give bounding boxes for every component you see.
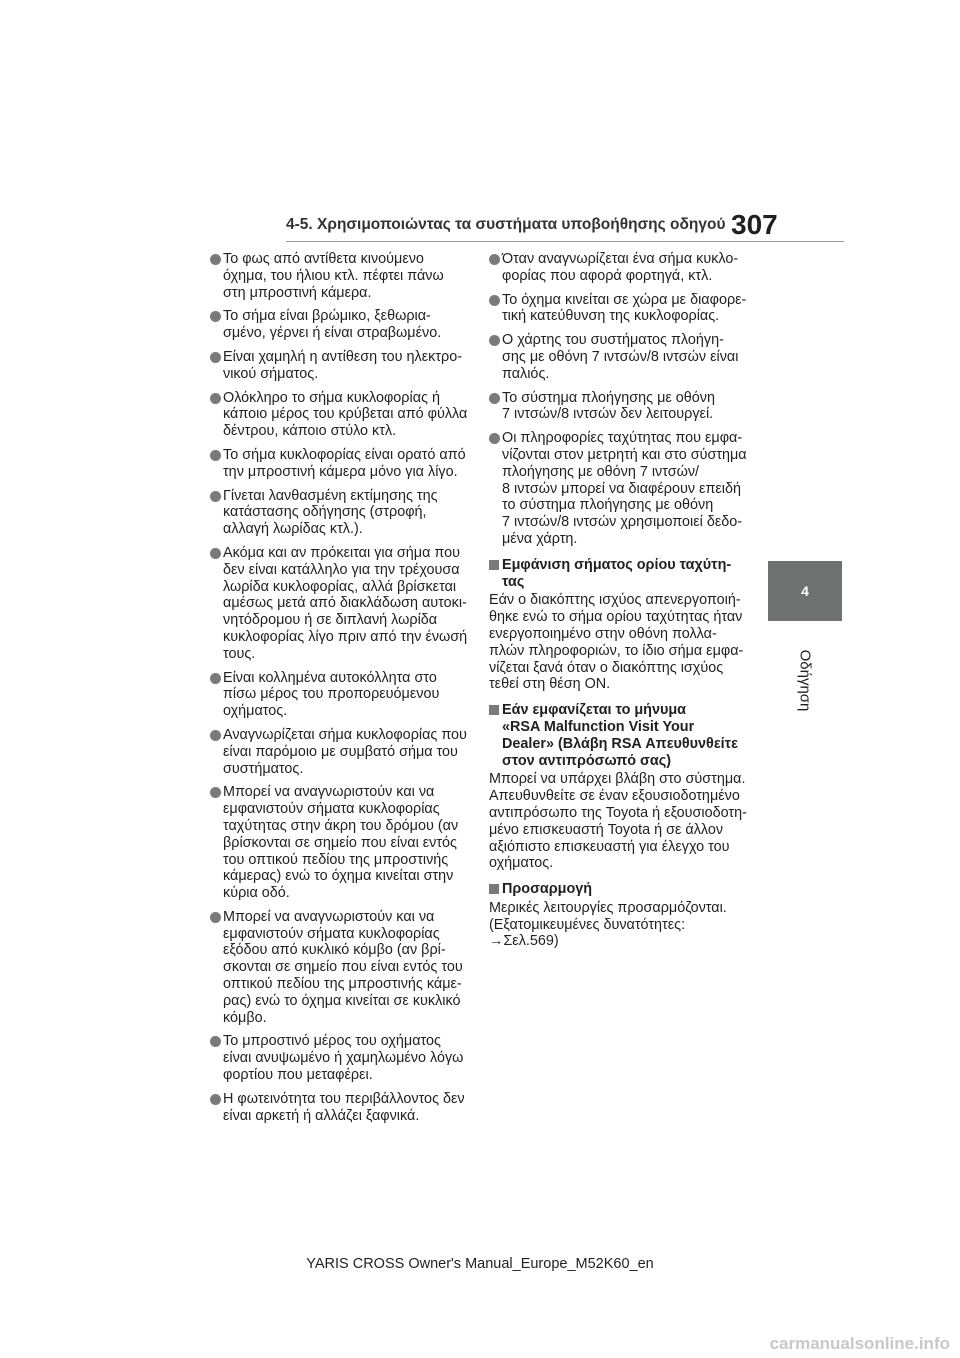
list-item-text: Το σήμα είναι βρώμικο, ξεθωρια- σμένο, γέρνει ή είναι στραβωμένο. [223, 308, 442, 342]
list-item [210, 670, 470, 720]
list-item [210, 909, 470, 1027]
bullet-icon [489, 433, 500, 444]
list-item-text: Το σήμα κυκλοφορίας είναι ορατό από την μπροστινή κάμερα μόνο για λίγο. [223, 446, 466, 480]
square-bullet-icon [489, 884, 499, 894]
list-item-text: Ολόκληρο το σήμα κυκλοφορίας ή κάποιο μέρος του κρύβεται από φύλλα δέντρου, κάποιο στύλο κτλ. [223, 389, 468, 440]
list-item [210, 727, 470, 777]
list-item-text: Είναι κολλημένα αυτοκόλλητα στο πίσω μέρος του προπορευόμενου οχήματος. [223, 669, 440, 720]
list-item [489, 332, 761, 382]
list-item [489, 292, 761, 326]
watermark: carmanualsonline.info [769, 1334, 950, 1353]
list-item [210, 349, 470, 383]
list-item-text: Το όχημα κινείται σε χώρα με διαφορε- τική κατεύθυνση της κυκλοφορίας. [502, 291, 747, 325]
section-title: 4-5. Χρησιμοποιώντας τα συστήματα υποβοήθησης οδηγού [286, 216, 726, 233]
bullet-icon [210, 787, 221, 798]
list-item-text: Το φως από αντίθετα κινούμενο όχημα, του ήλιου κτλ. πέφτει πάνω στη μπροστινή κάμερα. [223, 251, 444, 301]
list-item-text: Το σύστημα πλοήγησης με οθόνη 7 ιντσών/8 ιντσών δεν λειτουργεί. [502, 389, 715, 423]
list-item [489, 390, 761, 424]
bullet-icon [210, 491, 221, 502]
bullet-icon [210, 730, 221, 741]
bullet-icon [210, 1094, 221, 1105]
list-item-text: Η φωτεινότητα του περιβάλλοντος δεν είναι αρκετή ή αλλάζει ξαφνικά. [223, 1090, 465, 1124]
list-item [489, 430, 761, 548]
list-item-text: Ο χάρτης του συστήματος πλοήγη- σης με οθόνη 7 ιντσών/8 ιντσών είναι παλιός. [502, 332, 739, 382]
section-heading [489, 881, 761, 898]
bullet-icon [489, 254, 500, 265]
list-item-text: Μπορεί να αναγνωριστούν και να εμφανιστούν σήματα κυκλοφορίας εξόδου από κυκλικό κόμβο (αν βρί- σκονται σε σημείο που είναι εντός του οπτικού πεδίου της μπροστινής κάμε- ρας) ενώ το όχημα κινείται σε κυκλικό κόμβο. [223, 908, 463, 1026]
section-body: Εάν ο διακόπτης ισχύος απενεργοποιή- θηκε ενώ το σήμα ορίου ταχύτητας ήταν ενεργοποιημένο στην οθόνη πολλα- πλών πληροφοριών, το ίδιο σήμα εμφα- νίζεται ξανά όταν ο διακόπτης ισχύος τεθεί στη θέση ON. [489, 592, 744, 693]
footer-manual-name: YARIS CROSS Owner's Manual_Europe_M52K60_en [306, 1256, 654, 1272]
square-bullet-icon [489, 705, 499, 715]
bullet-icon [210, 912, 221, 923]
section-heading [489, 557, 761, 591]
section-body: Μερικές λειτουργίες προσαρμόζονται. (Εξατομικευμένες δυνατότητες: →Σελ.569) [489, 899, 727, 950]
chapter-tab[interactable]: 4 [768, 561, 842, 621]
list-item [210, 251, 470, 301]
bullet-icon [210, 254, 221, 265]
list-item-text: Είναι χαμηλή η αντίθεση του ηλεκτρο- νικού σήματος. [223, 348, 463, 382]
left-column [210, 251, 470, 1131]
list-item-text: Ακόμα και αν πρόκειται για σήμα που δεν είναι κατάλληλο για την τρέχουσα λωρίδα κυκλοφορίας, αλλά βρίσκεται αμέσως μετά από διακλάδωση αυτοκι- νητόδρομου ή σε διπλανή λωρίδα κυκλοφορίας λίγο πριν από την ένωσή τους. [223, 544, 468, 662]
section-heading-text: Προσαρμογή [502, 881, 593, 898]
list-item [210, 784, 470, 902]
bullet-icon [489, 393, 500, 404]
bullet-icon [210, 311, 221, 322]
square-bullet-icon [489, 560, 499, 570]
bullet-icon [210, 393, 221, 404]
list-item-text: Οι πληροφορίες ταχύτητας που εμφα- νίζονται στον μετρητή και στο σύστημα πλοήγησης με οθόνη 7 ιντσών/ 8 ιντσών μπορεί να διαφέρουν επειδή το σύστημα πλοήγησης με οθόνη 7 ιντσών/8 ιντσών χρησιμοποιεί δεδο- μένα χάρτη. [502, 430, 747, 547]
list-item [489, 251, 761, 285]
list-item-text: Μπορεί να αναγνωριστούν και να εμφανιστούν σήματα κυκλοφορίας ταχύτητας στην άκρη του δρόμου (αν βρίσκονται σε σημείο που είναι εντός του οπτικού πεδίου της μπροστινής κάμερας) ενώ το όχημα κινείται στην κύρια οδό. [223, 784, 459, 902]
list-item [210, 1033, 470, 1083]
list-item [210, 308, 470, 342]
list-item [210, 447, 470, 481]
chapter-label [783, 630, 827, 730]
bullet-icon [210, 450, 221, 461]
bullet-icon [210, 673, 221, 684]
list-item [210, 1091, 470, 1125]
list-item-text: Όταν αναγνωρίζεται ένα σήμα κυκλο- φορίας που αφορά φορτηγά, κτλ. [502, 251, 739, 284]
list-item [210, 488, 470, 538]
list-item-text: Γίνεται λανθασμένη εκτίμησης της κατάστασης οδήγησης (στροφή, αλλαγή λωρίδας κτλ.). [223, 487, 438, 538]
section-heading [489, 702, 761, 769]
list-item [210, 390, 470, 440]
section-body: Μπορεί να υπάρχει βλάβη στο σύστημα. Απευθυνθείτε σε έναν εξουσιοδοτημένο αντιπρόσωπο της Toyota ή εξουσιοδοτη- μένο επισκευαστή Toyota ή σε άλλον αξιόπιστο επισκευαστή για έλεγχο του οχήματος. [489, 771, 747, 872]
bullet-icon [210, 1036, 221, 1047]
bullet-icon [210, 352, 221, 363]
page-number: 307 [731, 209, 778, 240]
section-heading-text: Εάν εμφανίζεται το μήνυμα «RSA Malfunction Visit Your Dealer» (Βλάβη RSA Απευθυνθείτε στον αντιπρόσωπό σας) [502, 702, 738, 769]
header-rule [286, 241, 844, 242]
bullet-icon [210, 548, 221, 559]
bullet-icon [489, 295, 500, 306]
bullet-icon [489, 335, 500, 346]
chapter-label-text: Οδήγηση [796, 649, 814, 711]
list-item-text: Το μπροστινό μέρος του οχήματος είναι ανυψωμένο ή χαμηλωμένο λόγω φορτίου που μεταφέρει. [223, 1033, 464, 1084]
list-item [210, 545, 470, 663]
list-item-text: Αναγνωρίζεται σήμα κυκλοφορίας που είναι παρόμοιο με συμβατό σήμα του συστήματος. [223, 726, 467, 777]
section-heading-text: Εμφάνιση σήματος ορίου ταχύτη- τας [502, 556, 732, 590]
right-column [489, 251, 761, 956]
